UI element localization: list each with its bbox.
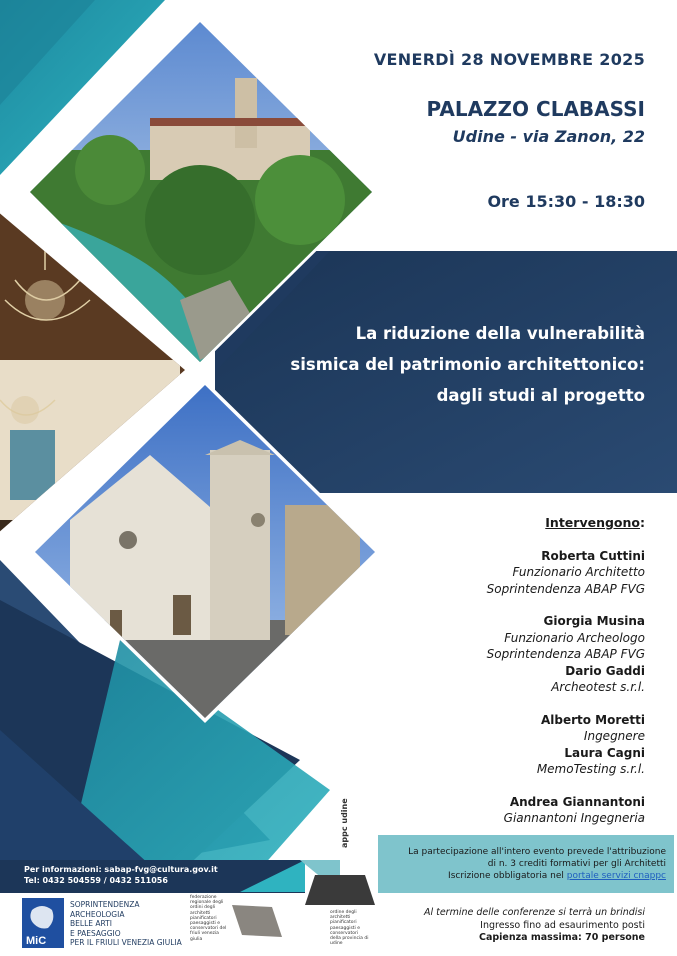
mic-text: [70, 900, 182, 948]
speaker-name: Dario Gaddi: [565, 663, 645, 678]
mic-mark-text: MiC: [26, 935, 47, 947]
appc-label: appc udine: [340, 798, 349, 848]
speaker-name: Roberta Cuttini: [541, 548, 645, 563]
speaker-name: Alberto Moretti: [540, 712, 645, 727]
speakers-heading-colon: :: [640, 515, 645, 530]
speaker-role: Ingegnere: [583, 729, 645, 743]
speaker-role: Funzionario Archeologo: [504, 630, 645, 645]
credits-registration-text: Iscrizione obbligatoria nel: [448, 871, 567, 881]
title-line-2: sismica del patrimonio architettonico:: [290, 355, 645, 374]
event-title: [225, 318, 645, 411]
contact-info: [24, 864, 218, 886]
speaker-affiliation: Soprintendenza ABAP FVG: [486, 647, 645, 661]
speaker-affiliation: Archeotest s.r.l.: [551, 680, 645, 694]
credits-line-3: [378, 870, 666, 882]
mic-logo-mark: [22, 898, 64, 948]
footer-capacity: Capienza massima: 70 persone: [478, 932, 645, 943]
credits-box: [378, 835, 674, 893]
cnappc-portal-link[interactable]: portale servizi cnappc: [566, 871, 666, 881]
speakers-list: [345, 515, 645, 827]
speaker-affiliation: MemoTesting s.r.l.: [536, 762, 645, 776]
title-line-3: dagli studi al progetto: [436, 386, 645, 405]
federazione-logo-shape: [232, 905, 282, 940]
footer-toast-note: Al termine delle conferenze si terrà un brindisi: [423, 907, 645, 918]
mic-line: SOPRINTENDENZA: [70, 900, 140, 909]
title-line-1: La riduzione della vulnerabilità: [355, 324, 645, 343]
mic-line: BELLE ARTI: [70, 919, 112, 928]
federazione-logo-text: federazione regionale degli ordini degli architetti pianificatori paesaggisti e conservatori del friuli venezia giulia: [190, 895, 227, 942]
contact-phone: Tel: 0432 504559 / 0432 511056: [24, 876, 168, 885]
ordine-logo-shape: [305, 875, 375, 910]
speaker-name: Giorgia Musina: [543, 614, 645, 628]
credits-line-1: La partecipazione all'intero evento prevede l'attribuzione: [408, 847, 666, 857]
event-address: Udine - via Zanon, 22: [452, 127, 645, 146]
speaker-affiliation: Soprintendenza ABAP FVG: [486, 581, 645, 596]
event-time: Ore 15:30 - 18:30: [487, 192, 645, 211]
credits-line-2: di n. 3 crediti formativi per gli Architetti: [487, 859, 666, 869]
speakers-heading: [345, 515, 645, 532]
footer-entry-note: Ingresso fino ad esaurimento posti: [480, 919, 645, 931]
event-venue: PALAZZO CLABASSI: [426, 97, 645, 121]
contact-email: Per informazioni: sabap-fvg@cultura.gov.it: [24, 865, 218, 874]
event-date: VENERDÌ 28 NOVEMBRE 2025: [373, 50, 645, 69]
speakers-heading-text: Intervengono: [545, 515, 640, 530]
speaker-name: Laura Cagni: [564, 745, 645, 760]
footer-notes: [345, 907, 645, 945]
ordine-logo-text: ordine degli architetti pianificatori paesaggisti e conservatori della provincia di udine: [330, 910, 369, 947]
speaker-affiliation: Giannantoni Ingegneria: [503, 811, 645, 825]
mic-line: ARCHEOLOGIA: [70, 909, 125, 919]
speaker-name: Andrea Giannantoni: [509, 794, 645, 809]
mic-line: E PAESAGGIO: [70, 928, 121, 938]
speaker-role: Funzionario Architetto: [512, 565, 645, 579]
mic-line: PER IL FRIULI VENEZIA GIULIA: [70, 938, 182, 947]
mic-logo: [22, 898, 64, 948]
